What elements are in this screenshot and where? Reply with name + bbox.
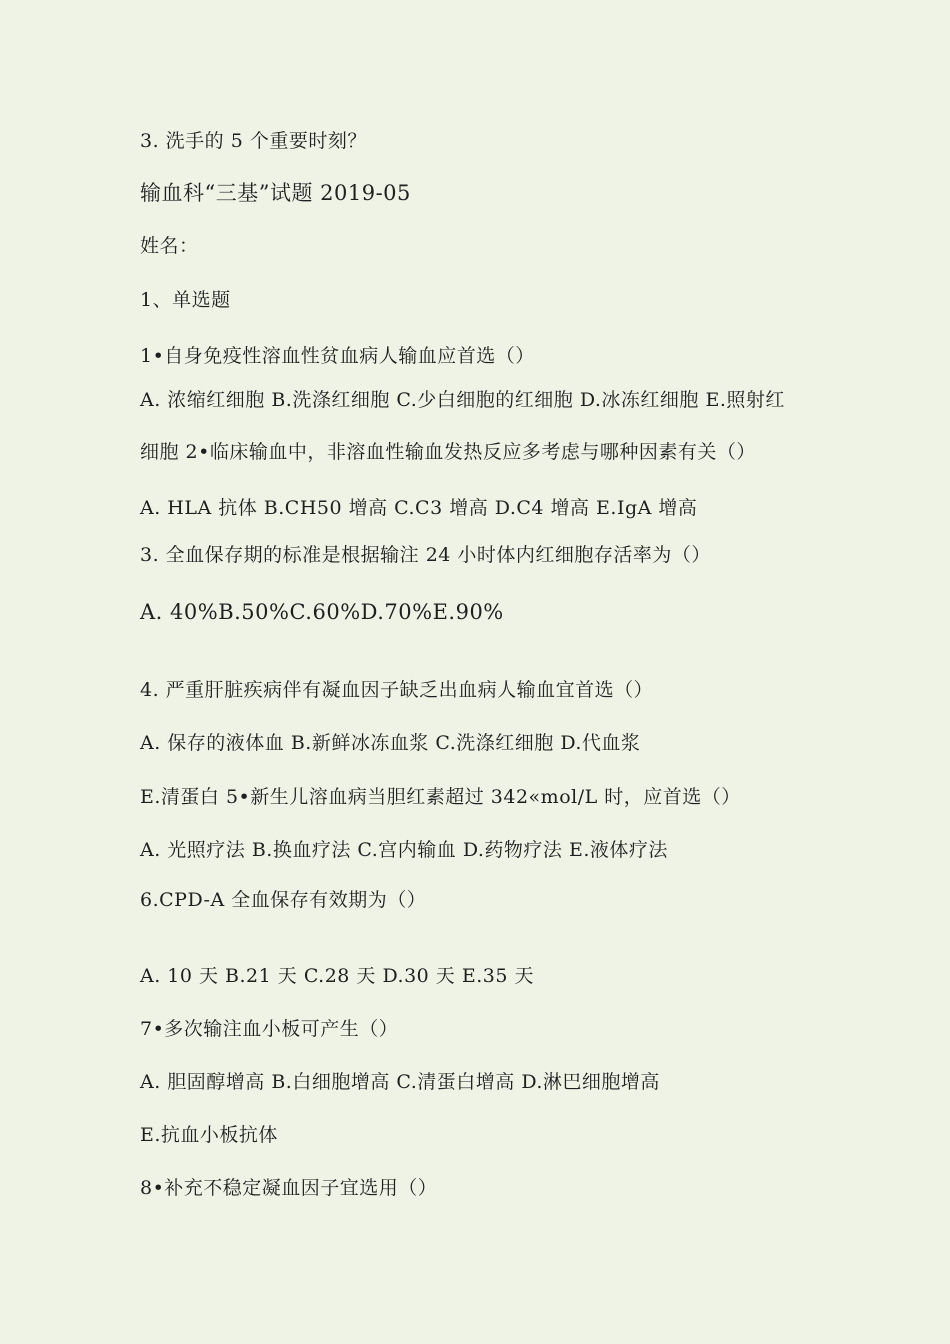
question-7-option-e: E.抗血小板抗体 <box>140 1124 278 1146</box>
question-4: 4. 严重肝脏疾病伴有凝血因子缺乏出血病人输血宜首选（） <box>140 679 654 701</box>
question-line-handwashing: 3. 洗手的 5 个重要时刻？ <box>140 130 367 152</box>
question-3: 3. 全血保存期的标准是根据输注 24 小时体内红细胞存活率为（） <box>140 544 711 566</box>
name-field-label: 姓名： <box>140 235 199 257</box>
question-6: 6.CPD-A 全血保存有效期为（） <box>140 889 427 911</box>
question-2-options: A. HLA 抗体 B.CH50 增高 C.C3 增高 D.C4 增高 E.IgA 增高 <box>140 497 698 519</box>
question-6-options: A. 10 天 B.21 天 C.28 天 D.30 天 E.35 天 <box>140 965 534 987</box>
section-heading: 1、单选题 <box>140 289 231 311</box>
question-4-options: A. 保存的液体血 B.新鲜冰冻血浆 C.洗涤红细胞 D.代血浆 <box>140 732 641 754</box>
question-1-options: A. 浓缩红细胞 B.洗涤红细胞 C.少白细胞的红细胞 D.冰冻红细胞 E.照射红 <box>140 389 785 411</box>
question-2: 细胞 2•临床输血中，非溶血性输血发热反应多考虑与哪种因素有关（） <box>140 441 756 463</box>
question-7-options: A. 胆固醇增高 B.白细胞增高 C.清蛋白增高 D.淋巴细胞增高 <box>140 1071 660 1093</box>
question-1: 1•自身免疫性溶血性贫血病人输血应首选（） <box>140 345 535 367</box>
question-5-options: A. 光照疗法 B.换血疗法 C.宫内输血 D.药物疗法 E.液体疗法 <box>140 839 668 861</box>
question-8: 8•补充不稳定凝血因子宜选用（） <box>140 1177 438 1199</box>
exam-title: 输血科“三基”试题 2019-05 <box>140 181 411 205</box>
question-3-options: A. 40%B.50%C.60%D.70%E.90% <box>140 600 504 624</box>
question-7: 7•多次输注血小板可产生（） <box>140 1018 399 1040</box>
question-5: E.清蛋白 5•新生儿溶血病当胆红素超过 342«mol/L 时，应首选（） <box>140 786 741 808</box>
